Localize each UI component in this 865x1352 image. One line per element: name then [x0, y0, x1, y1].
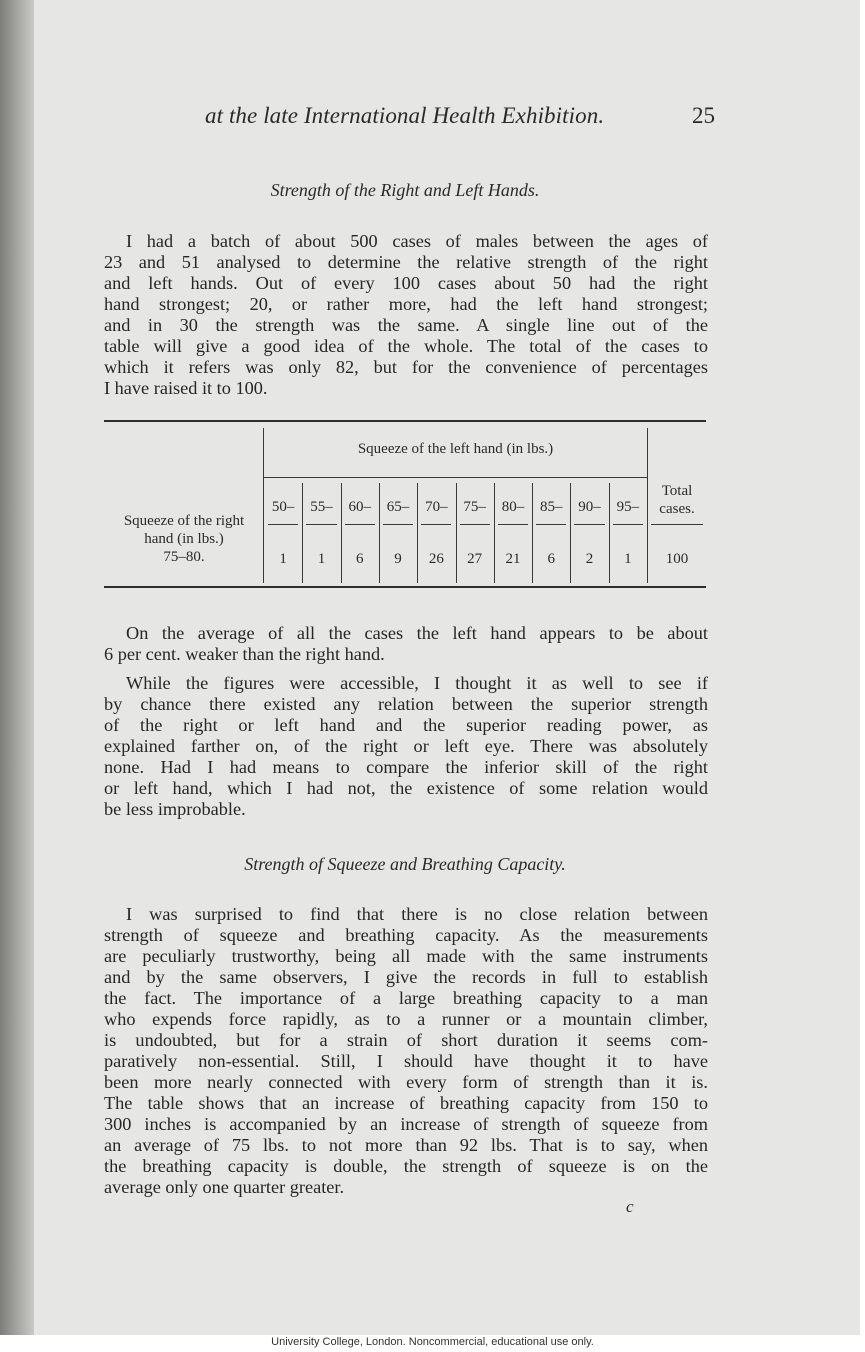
table-rule: [574, 524, 604, 525]
table-cell: 1: [317, 551, 326, 567]
text-line: are peculiarly trustworthy, being all made with the same instruments: [104, 946, 708, 966]
text-line: been more nearly connected with every form of strength than it is.: [104, 1072, 708, 1092]
total-cases-value: 100: [665, 551, 689, 567]
table-bottom-rule: [104, 586, 706, 588]
table-cell: 21: [505, 551, 521, 567]
column-header: 60–: [348, 499, 371, 515]
table-rule: [268, 524, 298, 525]
text-line: and in 30 the strength was the same. A single line out of the: [104, 315, 708, 335]
text-line: explained farther on, of the right or left eye. There was absolutely: [104, 736, 708, 756]
row-header: [104, 512, 264, 566]
table-divider: [609, 483, 610, 583]
table-top-rule: [104, 420, 706, 422]
table-cell: 1: [279, 551, 287, 567]
table-divider: [379, 483, 380, 583]
column-header: 50–: [271, 499, 295, 515]
text-line: 23 and 51 analysed to determine the relative strength of the right: [104, 252, 708, 272]
text-line: On the average of all the cases the left hand appears to be about: [126, 623, 708, 643]
text-line: and left hands. Out of every 100 cases about 50 had the right: [104, 273, 708, 293]
table-divider: [417, 483, 418, 583]
table-rule: [345, 524, 375, 525]
text-line: and by the same observers, I give the records in full to establish: [104, 967, 708, 987]
table-rule: [383, 524, 413, 525]
text-line: I was surprised to find that there is no close relation between: [126, 904, 708, 924]
table-divider: [302, 483, 303, 583]
table-rule: [421, 524, 451, 525]
table-rule: [460, 524, 490, 525]
column-header: 55–: [310, 499, 333, 515]
page-number: 25: [692, 103, 715, 128]
table-divider: [532, 483, 533, 583]
total-cases-header: Total cases.: [659, 483, 695, 517]
book-spine-shadow: [0, 0, 34, 1335]
table-cell: 26: [428, 551, 444, 567]
text-line: 6 per cent. weaker than the right hand.: [104, 644, 385, 664]
text-line: the breathing capacity is double, the strength of squeeze is on the: [104, 1156, 708, 1176]
table-cell: 6: [547, 551, 555, 567]
signature-mark: c: [626, 1197, 634, 1216]
text-line: is undoubted, but for a strain of short duration it seems com-: [104, 1030, 708, 1050]
column-header: 90–: [578, 499, 601, 515]
column-header: 70–: [425, 499, 448, 515]
table-divider: [341, 483, 342, 583]
text-line: hand strongest; 20, or rather more, had the left hand strongest;: [104, 294, 708, 314]
text-line: While the figures were accessible, I thought it as well to see if: [126, 673, 708, 693]
table-cell: 27: [467, 551, 483, 567]
table-cell: 6: [355, 551, 364, 567]
paragraph-breathing: [104, 904, 708, 1198]
text-line: I have raised it to 100.: [104, 378, 268, 398]
section-heading-breathing: Strength of Squeeze and Breathing Capacity.: [244, 854, 566, 874]
text-line: of the right or left hand and the superior reading power, as: [104, 715, 708, 735]
text-line: table will give a good idea of the whole. The total of the cases to: [104, 336, 708, 356]
text-line: by chance there existed any relation between the superior strength: [104, 694, 708, 714]
text-line: which it refers was only 82, but for the convenience of percentages: [104, 357, 708, 377]
text-line: The table shows that an increase of breathing capacity from 150 to: [104, 1093, 708, 1113]
table-rule: [651, 524, 703, 525]
text-line: I had a batch of about 500 cases of males between the ages of: [126, 231, 708, 251]
row-header-line: hand (in lbs.): [144, 531, 224, 547]
column-header: 95–: [616, 499, 640, 515]
text-line: who expends force rapidly, as to a runner or a mountain climber,: [104, 1009, 708, 1029]
text-line: strength of squeeze and breathing capacity. As the measurements: [104, 925, 708, 945]
text-line: none. Had I had means to compare the inferior skill of the right: [104, 757, 708, 777]
paragraph-eye-relation: [104, 673, 708, 820]
row-header-line: 75–80.: [163, 549, 205, 565]
text-line: an average of 75 lbs. to not more than 92 lbs. That is to say, when: [104, 1135, 708, 1155]
text-line: the fact. The importance of a large breathing capacity to a man: [104, 988, 708, 1008]
table-rule: [264, 477, 647, 478]
table-cell: 2: [585, 551, 594, 567]
table-divider: [456, 483, 457, 583]
table-rule: [306, 524, 336, 525]
table-cell: 9: [394, 551, 402, 567]
running-head: at the late International Health Exhibition.: [205, 103, 605, 128]
column-group-header: Squeeze of the left hand (in lbs.): [357, 441, 554, 457]
paragraph-average: [104, 623, 708, 665]
table-divider: [494, 483, 495, 583]
table-cell: 1: [624, 551, 632, 567]
text-line: or left hand, which I had not, the existence of some relation would: [104, 778, 708, 798]
paragraph-hands-intro: [104, 231, 708, 399]
table-divider: [570, 483, 571, 583]
table-rule: [613, 524, 643, 525]
column-header: 75–: [463, 499, 486, 515]
column-header: 65–: [386, 499, 410, 515]
text-line: paratively non-essential. Still, I should have thought it to have: [104, 1051, 708, 1071]
row-header-line: Squeeze of the right: [123, 513, 245, 529]
text-line: 300 inches is accompanied by an increase of strength of squeeze from: [104, 1114, 708, 1134]
table-rule: [498, 524, 528, 525]
hand-strength-table: [104, 420, 706, 590]
text-line: average only one quarter greater.: [104, 1177, 345, 1197]
column-header: 85–: [539, 499, 563, 515]
section-heading-hands: Strength of the Right and Left Hands.: [270, 180, 540, 200]
footer-notice: University College, London. Noncommercial, educational use only.: [271, 1336, 594, 1348]
table-rule: [536, 524, 566, 525]
column-header: 80–: [501, 499, 525, 515]
page-header: [205, 103, 715, 135]
text-line: be less improbable.: [104, 799, 246, 819]
